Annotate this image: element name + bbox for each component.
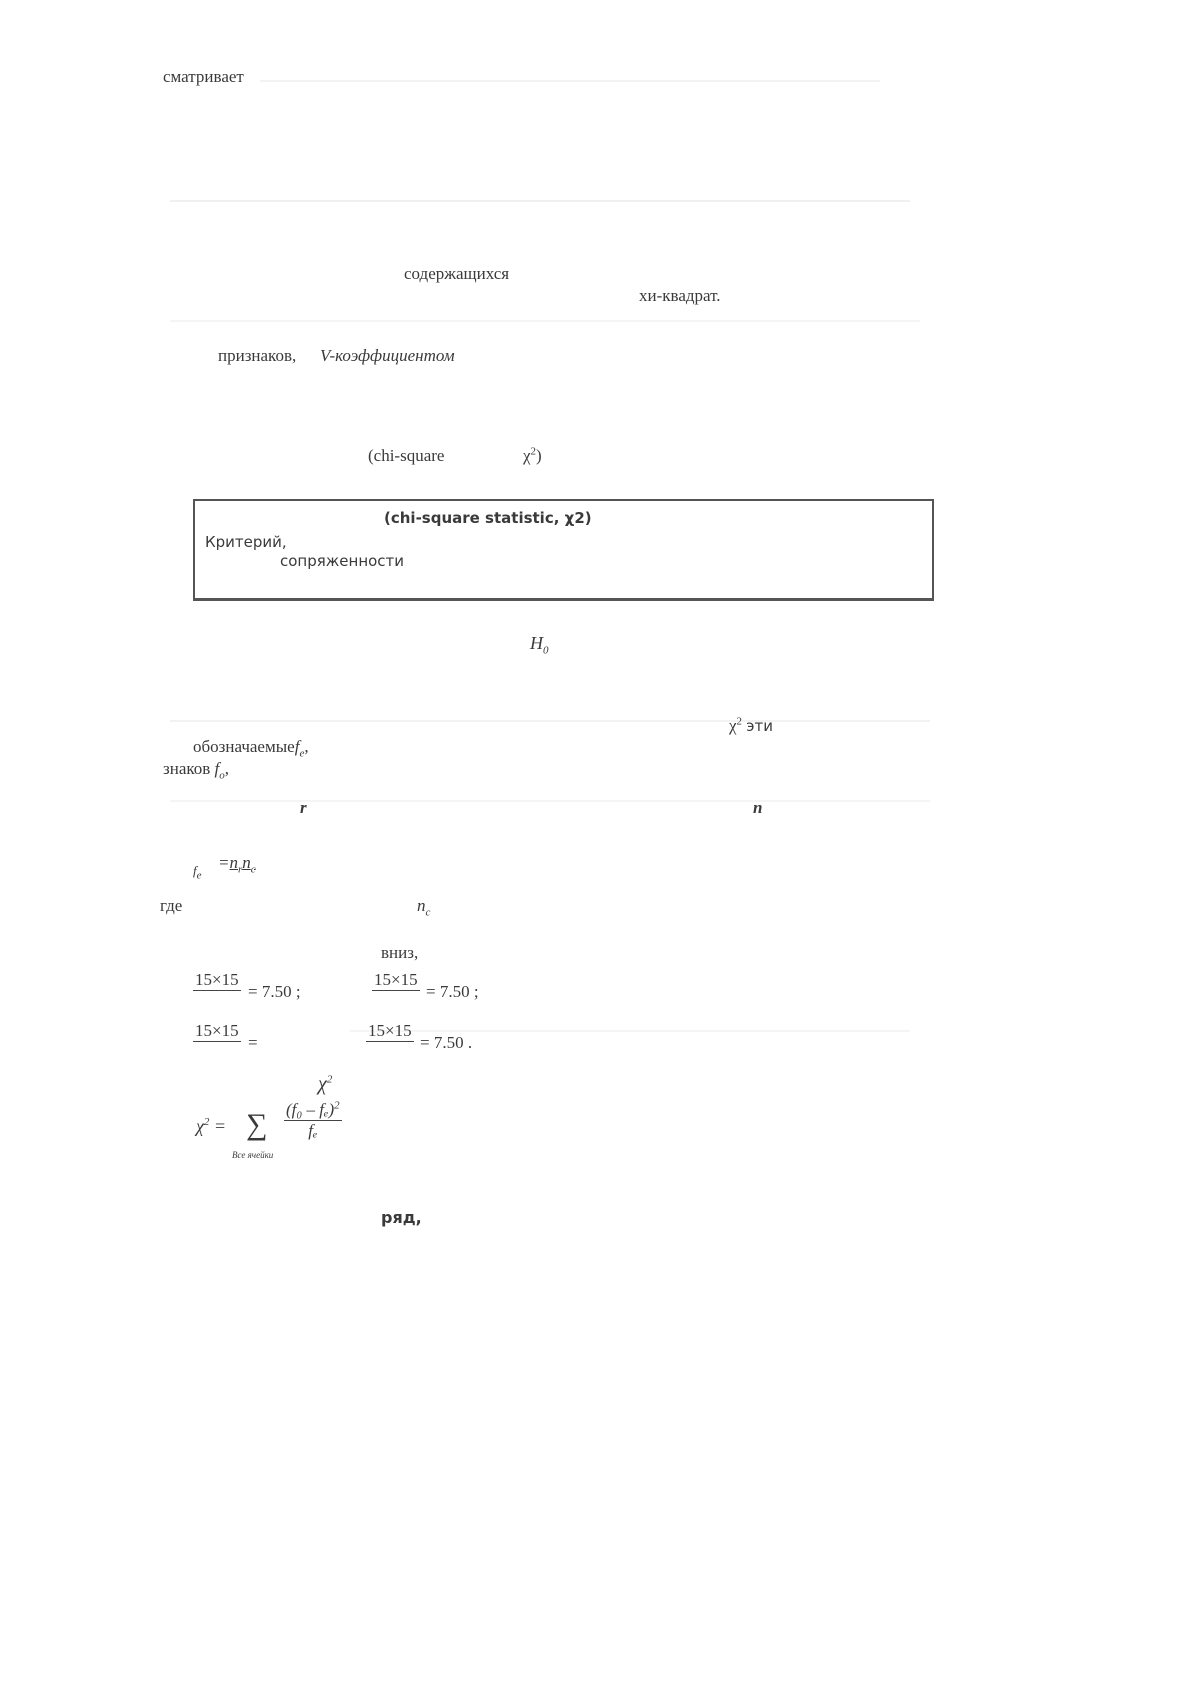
fraction: 15×15 [195,1021,239,1040]
formula-chi-square-lhs: $\chi^2$ = [196,1116,227,1136]
text-fragment: признаков, [218,346,297,365]
chi-symbol: $\chi^2$ эти [729,715,774,735]
text-fragment: где [160,896,183,915]
definition-text: Критерий, [205,533,287,551]
scan-artifact [170,200,910,202]
text-fragment: хи-квадрат. [639,286,721,305]
text-line: сматривает [163,67,244,86]
scan-artifact [170,320,920,322]
scan-artifact [170,800,930,802]
definition-text: сопряженности [280,552,405,570]
text-fragment: V-коэффициентом [320,346,455,365]
variable-nc: $n_c$ [417,896,431,919]
chi-symbol: $\chi^2$) [523,445,542,465]
formula-expected: $=n_rn_c$ [218,853,256,876]
text-fragment: знаков $f_o$, [163,759,230,782]
scan-artifact [260,80,880,82]
fraction-value: = [248,1033,258,1052]
sum-symbol: ∑ [246,1108,268,1141]
variable-n: n [753,798,763,817]
fraction: 15×15 [368,1021,412,1040]
fraction-value: = 7.50 ; [426,982,479,1001]
text-fragment: содержащихся [404,264,510,283]
text-fragment: (chi-square [368,446,445,465]
text-fragment: ряд, [381,1208,422,1227]
fraction: 15×15 [374,970,418,989]
fraction: $\frac{(f_0 - f_e)^2}{\text{fₑ}}$ [286,1099,340,1140]
sum-subscript: Все ячейки [232,1150,274,1160]
text-fragment: обозначаемыеf$_e$, [193,737,309,760]
fraction: 15×15 [195,970,239,989]
fraction-value: = 7.50 ; [248,982,301,1001]
variable-r: r [300,798,307,817]
scan-artifact [350,1030,910,1032]
formula-lhs: $f_e$ [193,863,202,882]
scan-artifact [170,720,930,722]
chi-symbol: $\chi^2$ [318,1073,333,1095]
text-fragment: вниз, [381,943,419,962]
fraction-value: = 7.50 . [420,1033,473,1052]
hypothesis-symbol: $H_0$ [530,633,549,657]
definition-title: (chi-square statistic, χ2) [384,509,592,527]
